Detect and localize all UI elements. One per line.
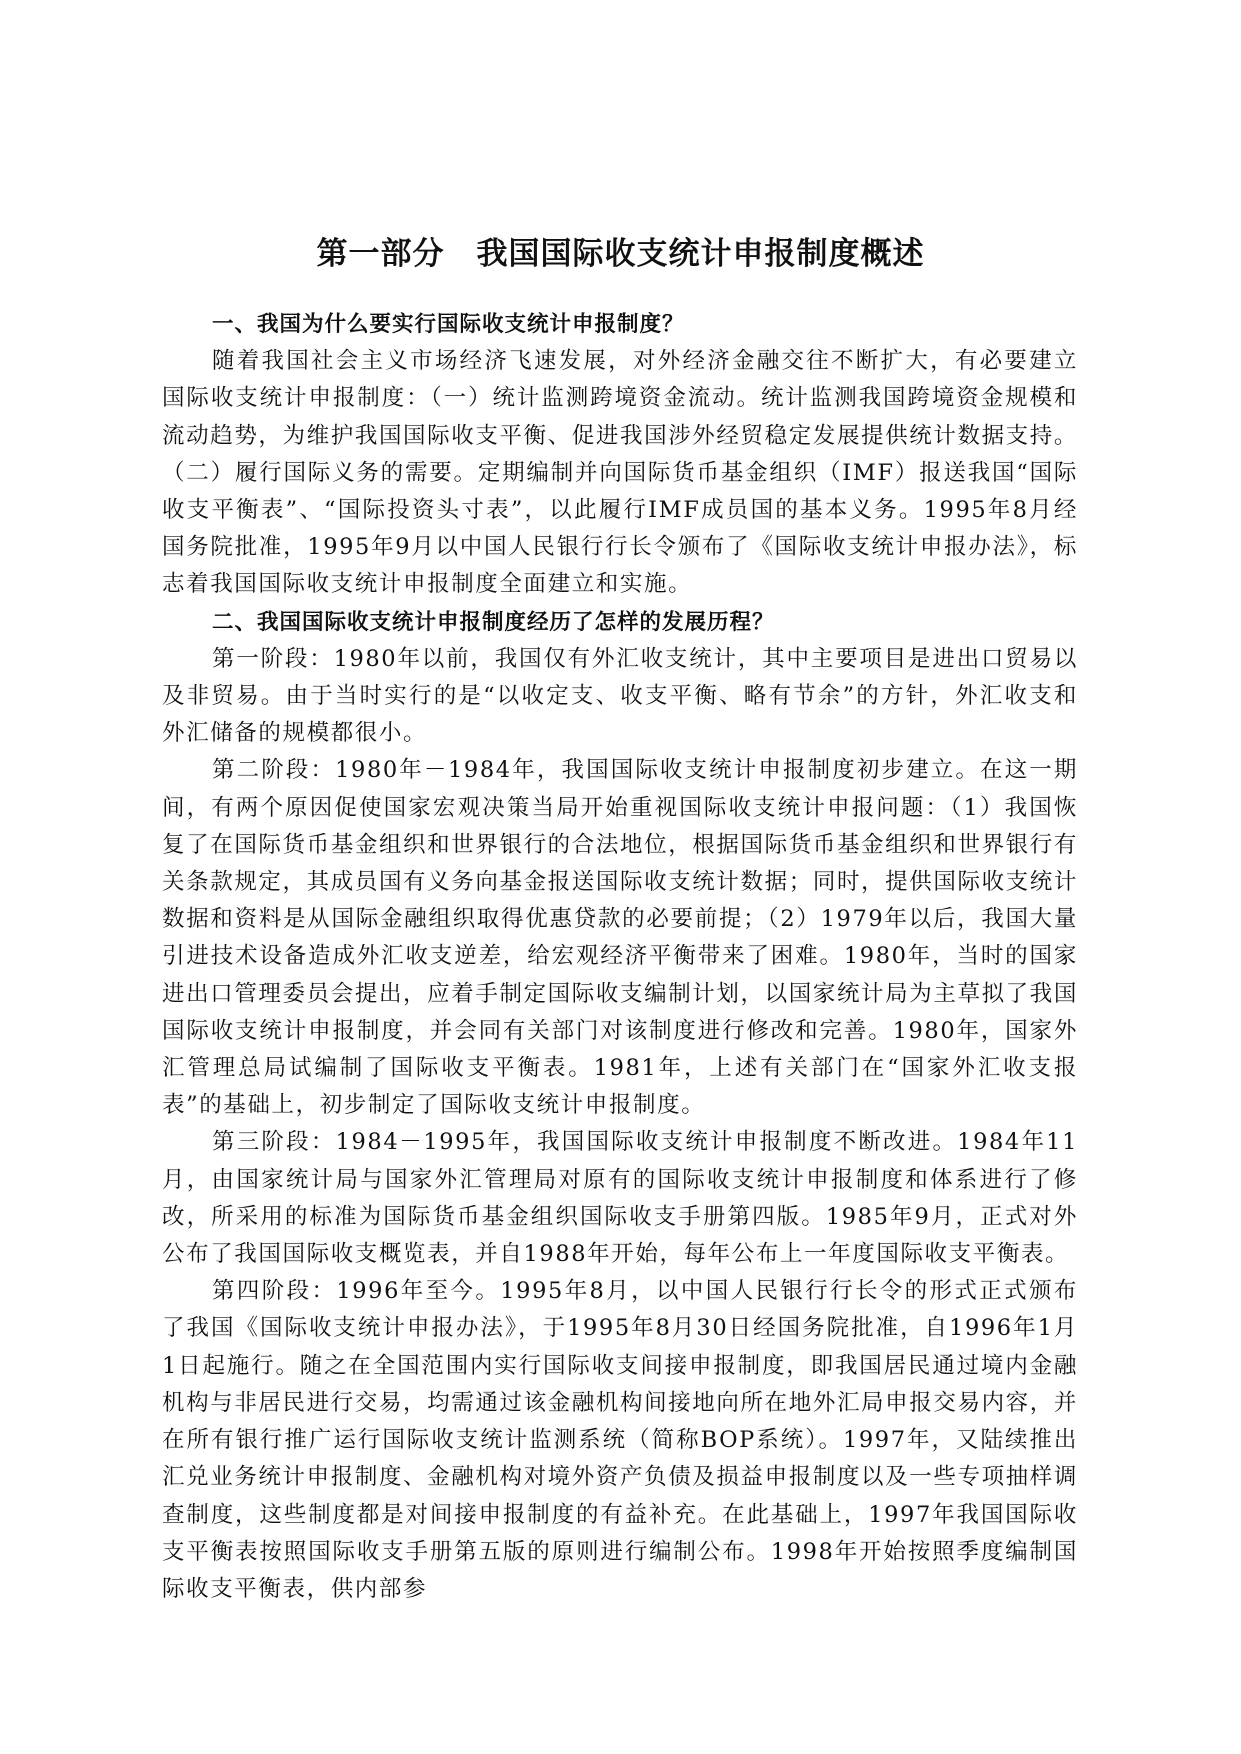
page-title: 第一部分 我国国际收支统计申报制度概述	[316, 236, 925, 272]
section-1-paragraph-1: 随着我国社会主义市场经济飞速发展，对外经济金融交往不断扩大，有必要建立国际收支统计申报制度：（一）统计监测跨境资金流动。统计监测我国跨境资金规模和流动趋势，为维护我国国际收支平衡、促进我国涉外经贸稳定发展提供统计数据支持。（二）履行国际义务的需要。定期编制并向国际货币基金组织（IMF）报送我国“国际收支平衡表”、“国际投资头寸表”，以此履行IMF成员国的基本义务。1995年8月经国务院批准，1995年9月以中国人民银行行长令颁布了《国际收支统计申报办法》，标志着我国国际收支统计申报制度全面建立和实施。	[162, 348, 1078, 598]
section-heading-2: 二、我国国际收支统计申报制度经历了怎样的发展历程？	[212, 609, 775, 635]
section-2-paragraph-stage-4: 第四阶段：1996年至今。1995年8月，以中国人民银行行长令的形式正式颁布了我国《国际收支统计申报办法》，于1995年8月30日经国务院批准，自1996年1月1日起施行。随之在全国范围内实行国际收支间接申报制度，即我国居民通过境内金融机构与非居民进行交易，均需通过该金融机构间接地向所在地外汇局申报交易内容，并在所有银行推广运行国际收支统计监测系统（简称BOP系统）。1997年，又陆续推出汇兑业务统计申报制度、金融机构对境外资产负债及损益申报制度以及一些专项抽样调查制度，这些制度都是对间接申报制度的有益补充。在此基础上，1997年我国国际收支平衡表按照国际收支手册第五版的原则进行编制公布。1998年开始按照季度编制国际收支平衡表，供内部参	[162, 1278, 1078, 1602]
section-2-paragraph-stage-2: 第二阶段：1980年－1984年，我国国际收支统计申报制度初步建立。在这一期间，有两个原因促使国家宏观决策当局开始重视国际收支统计申报问题：（1）我国恢复了在国际货币基金组织和世界银行的合法地位，根据国际货币基金组织和世界银行有关条款规定，其成员国有义务向基金报送国际收支统计数据；同时，提供国际收支统计数据和资料是从国际金融组织取得优惠贷款的必要前提；（2）1979年以后，我国大量引进技术设备造成外汇收支逆差，给宏观经济平衡带来了困难。1980年，当时的国家进出口管理委员会提出，应着手制定国际收支编制计划，以国家统计局为主草拟了我国国际收支统计申报制度，并会同有关部门对该制度进行修改和完善。1980年，国家外汇管理总局试编制了国际收支平衡表。1981年，上述有关部门在“国家外汇收支报表”的基础上，初步制定了国际收支统计申报制度。	[162, 757, 1078, 1119]
section-2-paragraph-stage-3: 第三阶段：1984－1995年，我国国际收支统计申报制度不断改进。1984年11月，由国家统计局与国家外汇管理局对原有的国际收支统计申报制度和体系进行了修改，所采用的标准为国际货币基金组织国际收支手册第四版。1985年9月，正式对外公布了我国国际收支概览表，并自1988年开始，每年公布上一年度国际收支平衡表。	[162, 1129, 1078, 1268]
document-body	[162, 306, 1078, 1608]
section-heading-1: 一、我国为什么要实行国际收支统计申报制度？	[212, 312, 685, 337]
section-2-paragraph-stage-1: 第一阶段：1980年以前，我国仅有外汇收支统计，其中主要项目是进出口贸易以及非贸易。由于当时实行的是“以收定支、收支平衡、略有节余”的方针，外汇收支和外汇储备的规模都很小。	[162, 645, 1078, 747]
